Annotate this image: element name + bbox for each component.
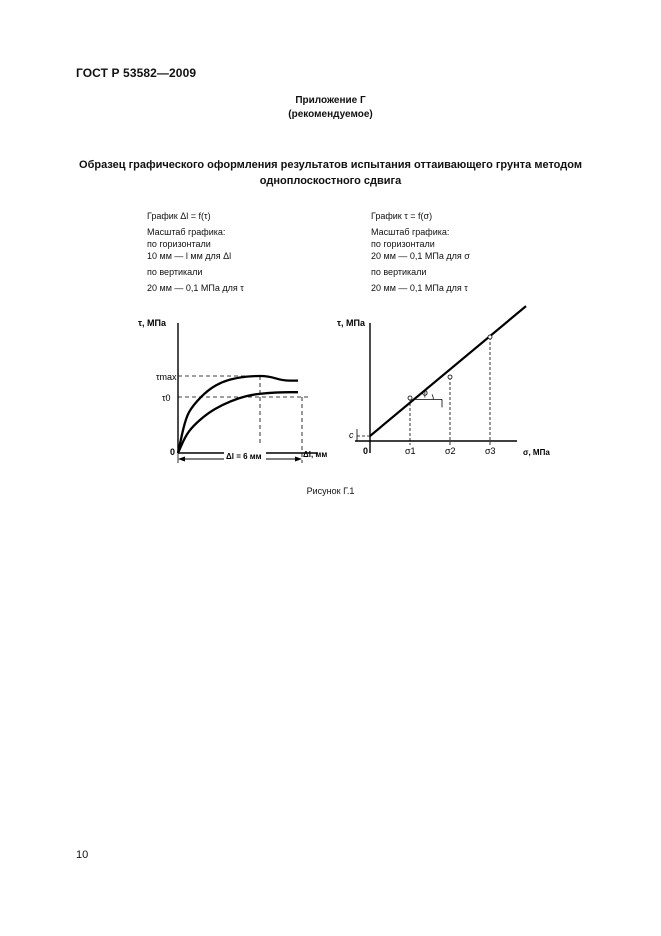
data-points [408,335,492,445]
right-x-label: σ, МПа [523,448,550,457]
right-spec-horizontal: по горизонтали [371,239,435,249]
right-y-label: τ, МПа [337,318,365,328]
page-title [0,157,661,189]
dimension-arrow-left [178,457,185,462]
left-spec-vertical: по вертикали [147,267,203,277]
right-spec-graph: График τ = f(σ) [371,211,433,221]
data-point-3 [488,335,492,339]
right-spec-scale: Масштаб графика: [371,227,450,237]
left-spec-scale: Масштаб графика: [147,227,226,237]
intercept-label: c [349,430,354,440]
right-spec-v-value: 20 мм — 0,1 МПа для τ [371,283,468,293]
appendix-subtitle: (рекомендуемое) [288,109,373,120]
left-y-label: τ, МПа [138,318,166,328]
right-origin-label: 0 [363,446,369,456]
left-origin-label: 0 [170,447,176,457]
tau-max-label: τmax [156,372,177,382]
right-spec-h-value: 20 мм — 0,1 МПа для σ [371,251,470,261]
dimension-arrow-right [295,457,302,462]
data-point-2 [448,375,452,379]
left-x-label: Δl, мм [303,450,328,459]
figure-caption: Рисунок Г.1 [306,486,355,496]
shear-deformation-chart [120,305,335,475]
left-spec-h-value: 10 мм — l мм для Δl [147,251,232,261]
sigma-tick-labels [405,446,496,456]
appendix-title: Приложение Г [295,95,366,106]
right-graph-spec [371,210,470,294]
dimension-label: Δl = 6 мм [226,452,262,461]
document-code: ГОСТ Р 53582—2009 [76,66,197,80]
tau-0-label: τ0 [162,393,171,403]
sigma-tick-3: σ3 [485,446,496,456]
sigma-tick-2: σ2 [445,446,456,456]
title-line-2: одноплоскостного сдвига [259,175,402,187]
shear-strength-chart [337,305,555,475]
title-line-1: Образец графического оформления результатов испытания оттаивающего грунта методом [79,159,582,171]
peak-curve [178,376,298,453]
right-spec-vertical: по вертикали [371,267,427,277]
left-graph-spec [147,210,244,294]
data-point-1 [408,396,412,400]
phi-label: φ [422,387,428,398]
left-spec-v-value: 20 мм — 0,1 МПа для τ [147,283,244,293]
regression-line [370,306,526,436]
sigma-tick-1: σ1 [405,446,416,456]
page-number: 10 [76,849,89,861]
appendix-heading [0,94,661,122]
left-spec-graph: График Δl = f(τ) [147,211,211,221]
left-spec-horizontal: по горизонтали [147,239,211,249]
